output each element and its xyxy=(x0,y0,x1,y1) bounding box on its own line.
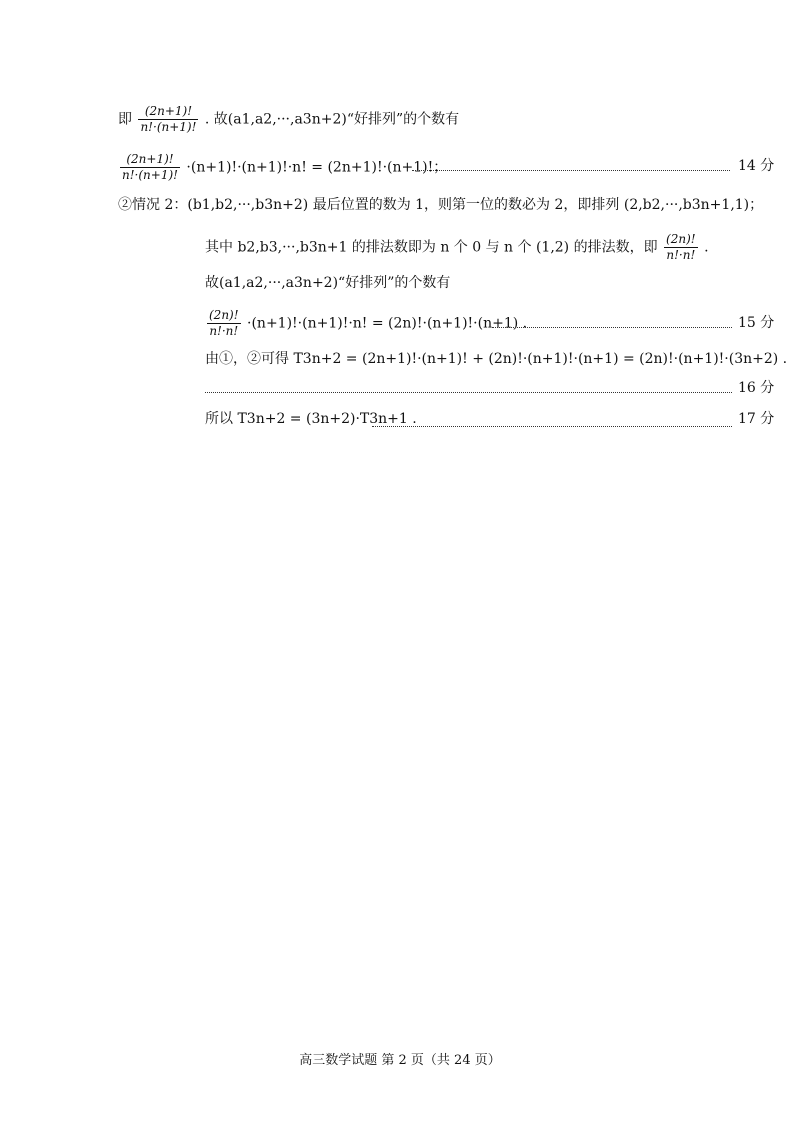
line-6-text: ·(n+1)!·(n+1)!·n! = (2n)!·(n+1)!·(n+1) . xyxy=(247,315,528,332)
leader-dots-15 xyxy=(492,317,732,328)
line-9-text: 所以 T3n+2 = (3n+2)·T3n+1 . xyxy=(205,411,417,427)
line-1-text: . 故(a1,a2,···,a3n+2)“好排列”的个数有 xyxy=(204,111,460,128)
line-4-text: 其中 b2,b3,···,b3n+1 的排法数即为 n 个 0 与 n 个 (1,2) 的排法数，即 xyxy=(205,239,658,256)
line-6 xyxy=(205,308,527,339)
score-16: 16 分 xyxy=(738,380,775,396)
fraction-6-denominator: n!·n! xyxy=(209,324,239,338)
score-14: 14 分 xyxy=(738,158,775,174)
line-2 xyxy=(118,152,447,183)
fraction-2-denominator: n!·(n+1)! xyxy=(122,168,178,182)
fraction-6 xyxy=(207,308,241,339)
fraction-4-numerator: (2n)! xyxy=(666,232,696,246)
line-1-prefix: 即 xyxy=(118,111,132,128)
leader-dots-14 xyxy=(412,160,730,171)
line-2-text: ·(n+1)!·(n+1)!·n! = (2n+1)!·(n+1)!； xyxy=(186,159,448,176)
fraction-1-denominator: n!·(n+1)! xyxy=(140,120,197,134)
fraction-2-numerator: (2n+1)! xyxy=(120,152,180,168)
fraction-1-numerator: (2n+1)! xyxy=(138,104,198,120)
score-17: 17 分 xyxy=(738,411,775,427)
fraction-1 xyxy=(138,104,198,135)
page-footer: 高三数学试题 第 2 页（共 24 页） xyxy=(299,1053,501,1068)
line-7 xyxy=(205,350,787,368)
line-1 xyxy=(118,104,459,135)
fraction-4-denominator: n!·n! xyxy=(666,248,696,262)
fraction-2 xyxy=(120,152,180,183)
leader-dots-16 xyxy=(205,382,732,393)
line-3 xyxy=(118,196,763,214)
line-5 xyxy=(205,274,450,292)
leader-dots-17 xyxy=(372,416,732,427)
line-5-text: 故(a1,a2,···,a3n+2)“好排列”的个数有 xyxy=(205,275,451,291)
line-3-text: ②情况 2：(b1,b2,···,b3n+2) 最后位置的数为 1，则第一位的数必为 2，即排列 (2,b2,···,b3n+1,1)； xyxy=(118,197,764,213)
line-4-suffix: . xyxy=(704,239,709,256)
score-15: 15 分 xyxy=(738,315,775,331)
fraction-6-numerator: (2n)! xyxy=(209,308,239,322)
line-4 xyxy=(205,232,709,263)
fraction-4 xyxy=(664,232,698,263)
line-7-text: 由①，②可得 T3n+2 = (2n+1)!·(n+1)! + (2n)!·(n+1)!·(n+1) = (2n)!·(n+1)!·(3n+2) . xyxy=(205,351,788,367)
